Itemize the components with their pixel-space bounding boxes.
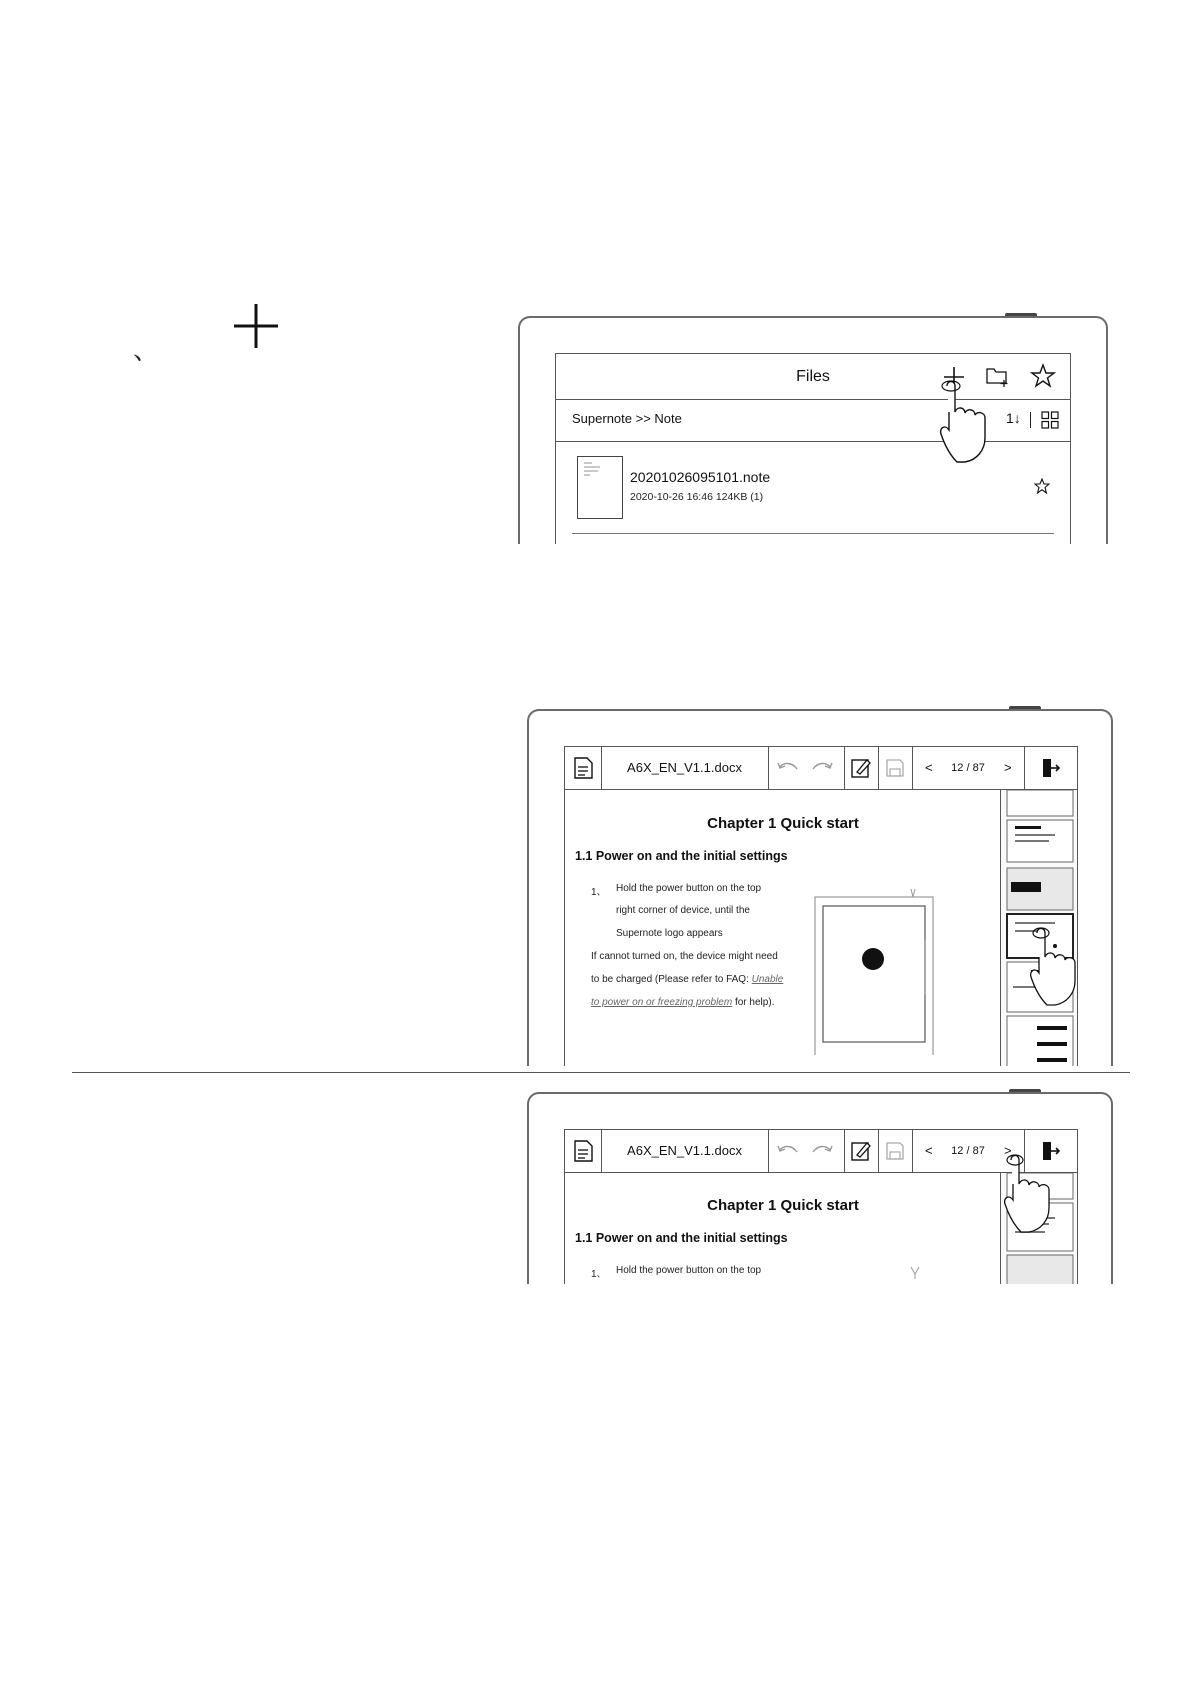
toc-button[interactable]: [565, 747, 602, 789]
save-icon: [885, 758, 905, 778]
list-line-2: right corner of device, until the: [616, 905, 750, 916]
faq-link-continued[interactable]: to power on or freezing problem: [591, 997, 733, 1008]
edit-button[interactable]: [844, 1130, 879, 1172]
device-frame-doc-2: [527, 1092, 1113, 1284]
device-illustration: [813, 885, 937, 1055]
doc-page-2: [565, 1173, 1001, 1284]
doc-screen: [564, 746, 1078, 1066]
doc-toolbar: [565, 747, 1077, 790]
paragraph-text: for help).: [732, 997, 775, 1008]
grid-view-icon[interactable]: [1041, 411, 1059, 429]
breadcrumb: Supernote >> Note: [572, 411, 682, 426]
prev-page-button[interactable]: <: [925, 760, 933, 775]
toc-button[interactable]: [565, 1130, 602, 1172]
files-title: Files: [796, 368, 830, 385]
paragraph-line-1: If cannot turned on, the device might need: [591, 951, 778, 962]
edit-note-icon: [850, 1140, 872, 1162]
section-title: 1.1 Power on and the initial settings: [575, 849, 788, 863]
tapping-hand-icon: [1027, 923, 1097, 1009]
chapter-title: Chapter 1 Quick start: [707, 815, 859, 832]
file-thumbnail[interactable]: [577, 456, 623, 519]
list-line-3: Supernote logo appears: [616, 928, 723, 939]
page-indicator: 12 / 87: [951, 1145, 985, 1157]
row-divider: [572, 533, 1054, 534]
exit-button[interactable]: [1024, 747, 1077, 789]
enumeration-comma: 、: [133, 336, 160, 366]
page-indicator: 12 / 87: [951, 762, 985, 774]
undo-icon[interactable]: [776, 761, 800, 775]
files-screen: [555, 353, 1071, 544]
paragraph-text: to be charged (Please refer to FAQ:: [591, 974, 752, 985]
redo-icon[interactable]: [810, 1144, 834, 1158]
undo-redo-group: [768, 1130, 845, 1172]
faq-link[interactable]: Unable: [751, 974, 784, 985]
doc-name: A6X_EN_V1.1.docx: [601, 1130, 769, 1172]
list-line-1: Hold the power button on the top: [616, 883, 762, 894]
file-meta: 2020-10-26 16:46 124KB (1): [630, 491, 764, 503]
chapter-title: Chapter 1 Quick start: [707, 1197, 859, 1214]
undo-redo-group: [768, 747, 845, 789]
device-illustration-top: [909, 1265, 921, 1279]
section-title: 1.1 Power on and the initial settings: [575, 1231, 788, 1245]
toc-icon: [572, 757, 594, 779]
redo-icon[interactable]: [810, 761, 834, 775]
paragraph-line-3: [591, 997, 774, 1008]
next-page-button[interactable]: >: [1004, 1143, 1012, 1158]
next-page-button[interactable]: >: [1004, 760, 1012, 775]
prev-page-button[interactable]: <: [925, 1143, 933, 1158]
list-number: 1、: [591, 1269, 607, 1280]
plus-icon: [232, 302, 280, 350]
toc-icon: [572, 1140, 594, 1162]
list-line-1: Hold the power button on the top: [616, 1265, 762, 1276]
save-icon: [885, 1141, 905, 1161]
star-icon[interactable]: [1030, 363, 1056, 389]
device-frame-doc: [527, 709, 1113, 1066]
note-preview-icon: [578, 457, 622, 518]
edit-button[interactable]: [844, 747, 879, 789]
tapping-hand-icon: [937, 376, 1009, 466]
favorite-star-icon[interactable]: [1034, 478, 1050, 494]
view-divider: [1030, 412, 1031, 428]
sort-order[interactable]: 1↓: [1006, 410, 1021, 426]
exit-icon: [1039, 757, 1061, 779]
paragraph-line-2: [591, 974, 783, 985]
undo-icon[interactable]: [776, 1144, 800, 1158]
file-name[interactable]: 20201026095101.note: [630, 469, 771, 485]
doc-screen-2: [564, 1129, 1078, 1284]
page-nav: [912, 747, 1025, 789]
tapping-hand-icon: [1001, 1150, 1067, 1234]
doc-page: [565, 790, 1001, 1066]
save-button[interactable]: [878, 1130, 913, 1172]
list-number: 1、: [591, 887, 607, 898]
edit-note-icon: [850, 757, 872, 779]
save-button[interactable]: [878, 747, 913, 789]
section-divider: [72, 1072, 1130, 1073]
doc-name: A6X_EN_V1.1.docx: [601, 747, 769, 789]
device-frame-files: [518, 316, 1108, 544]
